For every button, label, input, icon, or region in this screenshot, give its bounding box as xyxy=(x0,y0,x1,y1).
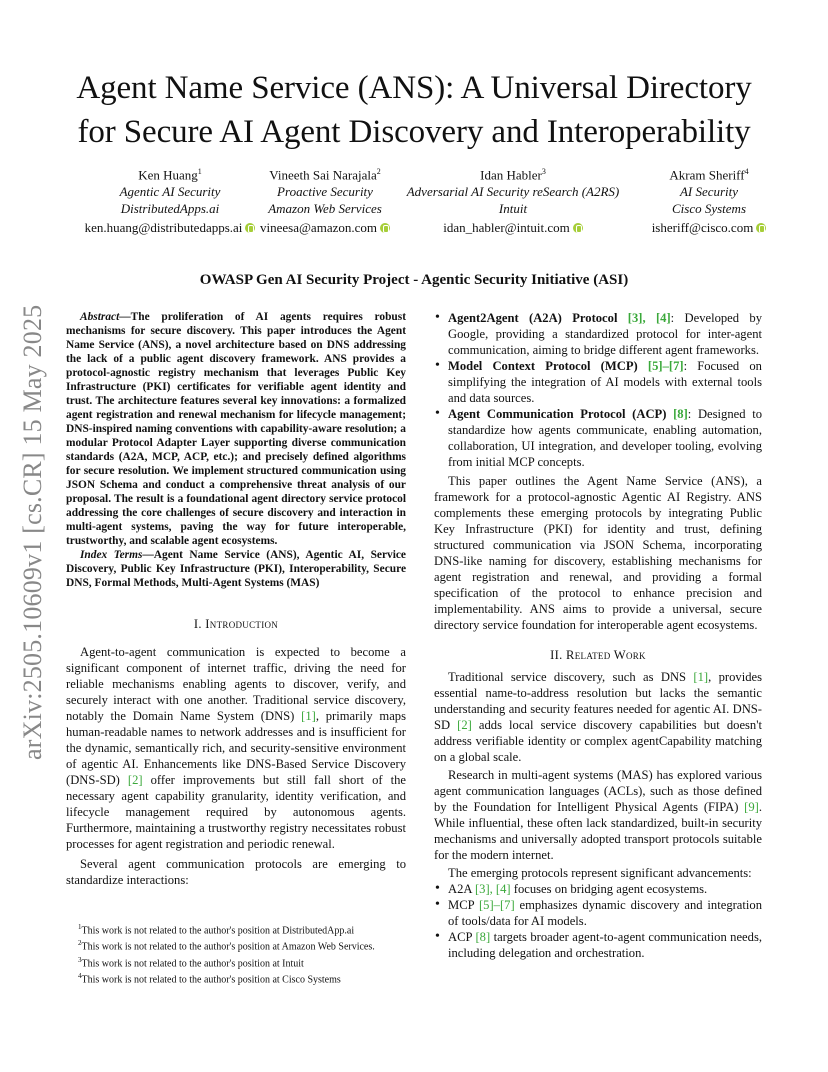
author-sup: 1 xyxy=(197,167,202,176)
footnote: $^2$This work is not related to the author's position at Amazon Web Services. xyxy=(78,939,375,953)
citation-link[interactable]: [2] xyxy=(127,773,143,787)
index-label: Index Terms xyxy=(80,549,143,561)
index-text: —Agent Name Service (ANS), Agentic AI, Service Discovery, Public Key Infrastructure (PKI), Interoperability, Secure DNS, Formal Methods, Multi-Agent Systems (MAS) xyxy=(66,549,406,589)
author-org: Amazon Web Services xyxy=(268,201,382,217)
footnote: $^3$This work is not related to the author's position at Intuit xyxy=(78,955,304,969)
author-org: Cisco Systems xyxy=(671,201,747,217)
list-item: • Agent2Agent (A2A) Protocol [3], [4]: Developed by Google, providing a standardized protocol for inter-agent communication, aiming to bridge different agent frameworks. xyxy=(434,310,762,358)
author-email[interactable]: isheriff@cisco.com xyxy=(651,220,754,236)
list-item: • MCP [5]–[7] emphasizes dynamic discovery and integration of tools/data for AI models. xyxy=(434,897,762,929)
right-column xyxy=(434,310,762,961)
related-paragraph: The emerging protocols represent significant advancements: xyxy=(448,866,752,880)
footnote: $^1$This work is not related to the author's position at DistributedApp.ai xyxy=(78,923,355,937)
footnotes xyxy=(78,921,418,986)
protocol-list xyxy=(434,310,762,470)
orcid-icon[interactable] xyxy=(756,223,766,233)
author-email[interactable]: idan_habler@intuit.com xyxy=(443,220,570,236)
author-name: Vineeth Sai Narajala xyxy=(269,167,377,183)
list-item: • A2A [3], [4] focuses on bridging agent ecosystems. xyxy=(434,881,762,897)
citation-link[interactable]: [9] xyxy=(744,800,759,814)
paper-title xyxy=(40,66,788,154)
author-org: Intuit xyxy=(498,201,528,217)
citation-link[interactable]: [8] xyxy=(673,407,688,421)
author-org: DistributedApps.ai xyxy=(120,201,220,217)
author-sup: 4 xyxy=(744,167,749,176)
citation-link[interactable]: [1] xyxy=(301,709,316,723)
author-name: Ken Huang xyxy=(138,167,198,183)
orcid-icon[interactable] xyxy=(573,223,583,233)
section-heading: II. Related Work xyxy=(550,648,646,662)
author-email[interactable]: vineesa@amazon.com xyxy=(259,220,377,236)
author-sup: 3 xyxy=(541,167,546,176)
author-dept: Agentic AI Security xyxy=(119,184,221,200)
list-item: • Model Context Protocol (MCP) [5]–[7]: Focused on simplifying the integration of AI models with external tools and data sources. xyxy=(434,358,762,406)
list-item: • Agent Communication Protocol (ACP) [8]: Designed to standardize how agents communicate, enabling automation, collaboration, UI integration, and developer tooling, evolving from initial MCP concepts. xyxy=(434,406,762,470)
citation-link[interactable]: [5]–[7] xyxy=(647,359,684,373)
index-terms xyxy=(66,548,406,590)
footnote: $^4$This work is not related to the author's position at Cisco Systems xyxy=(78,971,341,986)
citation-link[interactable]: [1] xyxy=(693,670,709,684)
orcid-icon[interactable] xyxy=(380,223,390,233)
author-dept: Adversarial AI Security reSearch (A2RS) xyxy=(406,184,620,200)
citation-link[interactable]: [3], [4] xyxy=(627,311,671,325)
project-heading: OWASP Gen AI Security Project - Agentic Security Initiative (ASI) xyxy=(199,272,629,288)
citation-link[interactable]: [5]–[7] xyxy=(478,898,515,912)
intro-paragraph: Agent-to-agent communication is expected to become a significant component of internet traffic, driving the need for reliable mechanisms enabling agents to discover, verify, and securely interact with one another. Traditional service discovery, notably the Domain Name System (DNS) [1], primarily maps human-readable names to network addresses and is insufficient for the dynamic, semantically rich, and security-sensitive environment of agentic AI. Enhancements like DNS-Based Service Discovery (DNS-SD) [2] offer improvements but still fall short of the necessary agent capability granularity, identity verification, and lifecycle management required by autonomous agents. Furthermore, maintaining a trustworthy registry necessitates robust processes for agent registration and periodic renewal. xyxy=(66,645,406,851)
left-column xyxy=(66,310,406,888)
protocol-summary-list xyxy=(434,881,762,961)
author-sup: 2 xyxy=(376,167,381,176)
author-dept: AI Security xyxy=(679,184,739,200)
list-item: • ACP [8] targets broader agent-to-agent communication needs, including delegation and orchestration. xyxy=(434,929,762,961)
author-email[interactable]: ken.huang@distributedapps.ai xyxy=(84,220,243,236)
title-line-1: Agent Name Service (ANS): A Universal Directory xyxy=(76,70,752,106)
related-paragraph: Research in multi-agent systems (MAS) has explored various agent communication languages (ACLs), such as those defined by the Foundation for Intelligent Physical Agents (FIPA) [9]. While influential, these often lack standardized, built-in security mechanisms and universally adopted transport protocols suitable for the modern internet. xyxy=(434,768,762,862)
abstract xyxy=(66,310,406,548)
author-dept: Proactive Security xyxy=(277,184,373,200)
citation-link[interactable]: [8] xyxy=(475,930,491,944)
abstract-label: Abstract xyxy=(80,311,120,323)
author-name: Idan Habler xyxy=(480,167,542,183)
intro-paragraph: Several agent communication protocols are emerging to standardize interactions: xyxy=(66,857,406,887)
related-paragraph: Traditional service discovery, such as DNS [1], provides essential name-to-address resolution but lacks the semantic understanding and security features needed for agentic AI. DNS-SD [2] adds local service discovery capabilities but doesn't address verifiable identity or complex agentCapability matching on a global scale. xyxy=(434,670,762,764)
author-name: Akram Sheriff xyxy=(669,167,745,183)
abstract-text: —The proliferation of AI agents requires robust mechanisms for secure discovery. This paper introduces the Agent Name Service (ANS), a novel architecture based on DNS addressing the lack of a public agent discovery framework. ANS provides a protocol-agnostic registry mechanism that leverages Public Key Infrastructure (PKI) certificates for verifiable agent identity and trust. The architecture features several key innovations: a formalized agent registration and renewal mechanism for lifecycle management; DNS-inspired naming conventions with capability-aware resolution; a modular Protocol Adapter Layer supporting diverse communication standards (A2A, MCP, ACP, etc.); and precisely defined algorithms for secure resolution. We implement structured communication using JSON Schema and conduct a comprehensive threat analysis of our proposal. The result is a foundational agent directory service protocol addressing the core challenges of secure discovery and interaction in multi-agent systems, paving the way for future interoperable, trustworthy, and scalable agent ecosystems. xyxy=(66,311,406,547)
section-heading: I. Introduction xyxy=(193,617,279,631)
citation-link[interactable]: [2] xyxy=(457,718,472,732)
author-block xyxy=(614,163,804,236)
arxiv-identifier[interactable]: arXiv:2505.10609v1 [cs.CR] 15 May 2025 xyxy=(18,304,47,760)
title-line-2: for Secure AI Agent Discovery and Interoperability xyxy=(77,114,751,150)
citation-link[interactable]: [3], [4] xyxy=(474,882,511,896)
author-block xyxy=(393,163,633,236)
outline-paragraph: This paper outlines the Agent Name Service (ANS), a framework for a protocol-agnostic Agentic AI Registry. ANS complements these emerging protocols by integrating Public Key Infrastructure (PKI) for identity and trust, defining structured communication via JSON Schema, incorporating DNS-like naming for discovery, establishing mechanisms for agent registration and renewal, and providing a formal specification of the protocol to enhance precision and implementability. ANS aims to provide a universal, secure directory service foundation for interoperable agent ecosystems. xyxy=(434,474,762,632)
